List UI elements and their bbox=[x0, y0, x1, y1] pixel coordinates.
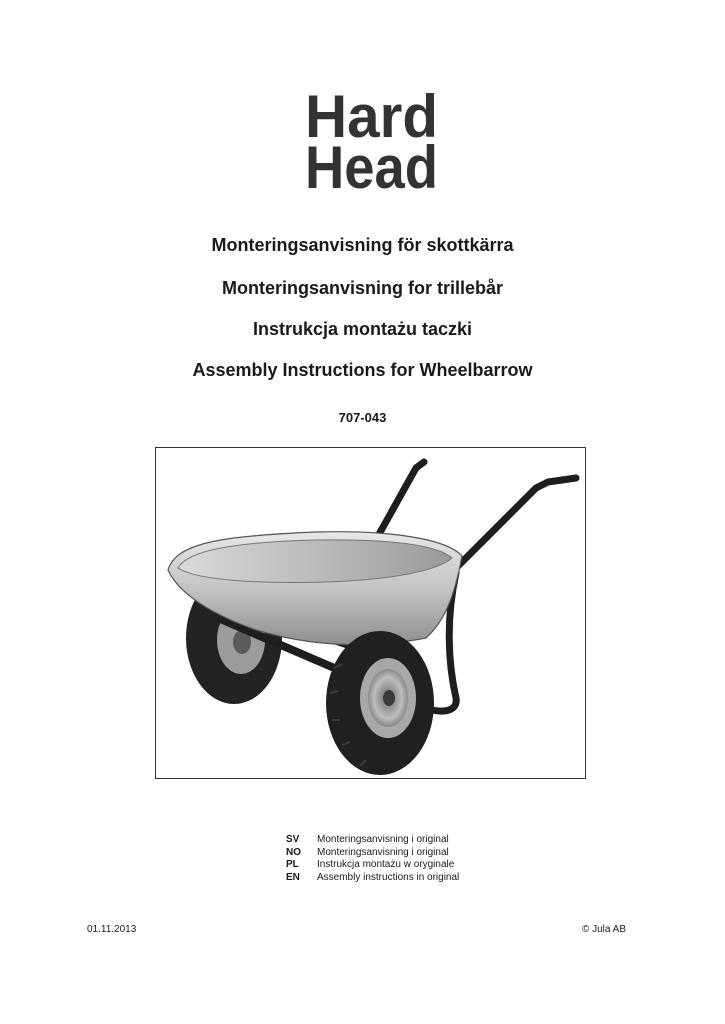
model-number: 707-043 bbox=[338, 410, 387, 425]
language-code: NO bbox=[286, 846, 301, 858]
title-polish: Instrukcja montażu taczki bbox=[252, 319, 473, 339]
language-text: Instrukcja montażu w oryginale bbox=[317, 859, 455, 870]
language-code: EN bbox=[286, 871, 300, 883]
product-photo bbox=[155, 447, 586, 779]
language-list bbox=[286, 834, 459, 884]
logo-line-2: Head bbox=[305, 134, 438, 192]
language-row bbox=[286, 847, 459, 860]
title-english: Assembly Instructions for Wheelbarrow bbox=[192, 360, 533, 380]
logo-line-1: Hard bbox=[305, 88, 438, 150]
language-text: Monteringsanvisning i original bbox=[317, 846, 449, 858]
language-code: SV bbox=[286, 834, 300, 845]
language-text: Assembly instructions in original bbox=[317, 871, 460, 883]
wheelbarrow-image bbox=[156, 448, 586, 779]
language-row bbox=[286, 859, 459, 872]
brand-logo bbox=[305, 88, 440, 192]
title-norwegian: Monteringsanvisning for trillebår bbox=[221, 278, 504, 298]
title-swedish: Monteringsanvisning för skottkärra bbox=[211, 235, 514, 255]
footer-date: 01.11.2013 bbox=[87, 924, 137, 935]
language-text: Monteringsanvisning i original bbox=[317, 834, 449, 845]
footer-copyright: © Jula AB bbox=[581, 924, 626, 935]
language-code: PL bbox=[286, 859, 299, 870]
language-row bbox=[286, 834, 459, 847]
language-row bbox=[286, 872, 459, 885]
